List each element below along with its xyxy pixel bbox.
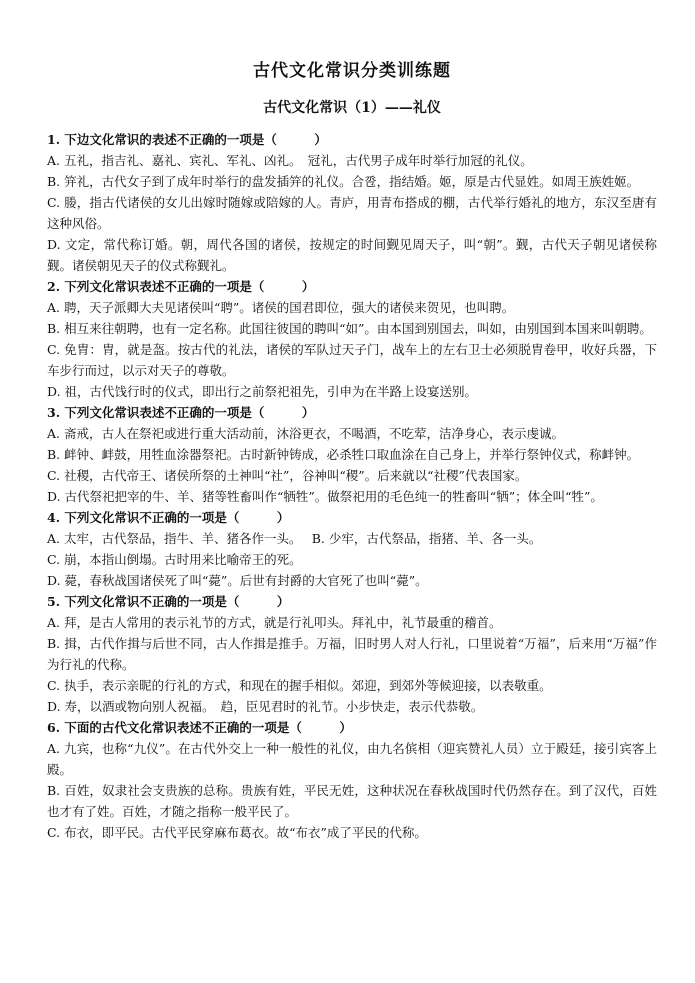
option-a: A. 斋戒，古人在祭祀或进行重大活动前，沐浴更衣，不喝酒，不吃荤，洁净身心，表示虔诚。	[47, 426, 564, 441]
question-3	[47, 402, 657, 507]
option-a: A. 五礼，指吉礼、嘉礼、宾礼、军礼、凶礼。 冠礼，古代男子成年时举行加冠的礼仪。	[47, 153, 533, 168]
option-c: C. 免胄：胄，就是盔。按古代的礼法，诸侯的军队过天子门，战车上的左右卫士必须脱胄卷甲，收好兵器，下车步行而过，以示对天子的尊敬。	[47, 342, 657, 378]
document-title: 古代文化常识分类训练题	[253, 61, 451, 81]
option-b: B. 衅钟、衅鼓，用牲血涂器祭祀。古时新钟铸成，必杀牲口取血涂在自己身上，并举行祭钟仪式，称衅钟。	[47, 447, 640, 462]
option-b: B. 相互来往朝聘，也有一定名称。此国往彼国的聘叫“如”。由本国到别国去，叫如，由别国到本国来叫朝聘。	[47, 321, 652, 336]
option-b: B. 揖，古代作揖与后世不同，古人作揖是推手。万福，旧时男人对人行礼，口里说着“万福”，后来用“万福”作为行礼的代称。	[47, 636, 657, 672]
question-6	[47, 717, 657, 843]
question-4	[47, 507, 657, 591]
option-d: D. 古代祭祀把宰的牛、羊、猪等牲畜叫作“牺牲”。做祭祀用的毛色纯一的牲畜叫“牺”；体全叫“牲”。	[47, 489, 603, 504]
option-b: B. 笄礼，古代女子到了成年时举行的盘发插笄的礼仪。合卺，指结婚。姬，原是古代显姓。如周王族姓姬。	[47, 174, 640, 189]
option-c: C. 崩，本指山倒塌。古时用来比喻帝王的死。	[47, 552, 302, 567]
option-a: A. 九宾，也称“九仪”。在古代外交上一种一般性的礼仪，由九名傧相（迎宾赞礼人员）立于殿廷，接引宾客上殿。	[47, 741, 657, 777]
question-stem: 1. 下边文化常识的表述不正确的一项是（ ）	[47, 132, 327, 147]
question-stem: 2. 下列文化常识表述不正确的一项是（ ）	[47, 279, 315, 294]
option-d: D. 祖，古代饯行时的仪式，即出行之前祭祀祖先，引申为在半路上设宴送别。	[47, 384, 478, 399]
option-a: A. 拜，是古人常用的表示礼节的方式，就是行礼叩头。拜礼中，礼节最重的稽首。	[47, 615, 502, 630]
question-5	[47, 591, 657, 717]
question-stem: 5. 下列文化常识不正确的一项是（ ）	[47, 594, 290, 609]
option-c: C. 媵，指古代诸侯的女儿出嫁时随嫁或陪嫁的人。青庐，用青布搭成的棚，古代举行婚礼的地方，东汉至唐有这种风俗。	[47, 195, 657, 231]
question-stem: 4. 下列文化常识不正确的一项是（ ）	[47, 510, 290, 525]
option-d: D. 文定，常代称订婚。朝，周代各国的诸侯，按规定的时间觐见周天子，叫“朝”。觐，古代天子朝见诸侯称觐。诸侯朝见天子的仪式称觐礼。	[47, 237, 657, 273]
question-stem: 6. 下面的古代文化常识表述不正确的一项是（ ）	[47, 720, 352, 735]
option-a-b: A. 太牢，古代祭品，指牛、羊、猪各作一头。 B. 少牢，古代祭品，指猪、羊、各一头。	[47, 531, 542, 546]
question-2	[47, 276, 657, 402]
option-c: C. 布衣，即平民。古代平民穿麻布葛衣。故“布衣”成了平民的代称。	[47, 825, 427, 840]
document-subtitle: 古代文化常识（1）——礼仪	[263, 100, 441, 116]
option-c: C. 执手，表示亲昵的行礼的方式，和现在的握手相似。郊迎，到郊外等候迎接，以表敬重。	[47, 678, 552, 693]
option-b: B. 百姓，奴隶社会支贵族的总称。贵族有姓，平民无姓，这种状况在春秋战国时代仍然存在。到了汉代，百姓也才有了姓。百姓，才随之指称一般平民了。	[47, 783, 657, 819]
option-a: A. 聘，天子派卿大夫见诸侯叫“聘”。诸侯的国君即位，强大的诸侯来贺见，也叫聘。	[47, 300, 515, 315]
option-d: D. 薨，春秋战国诸侯死了叫“薨”。后世有封爵的大官死了也叫“薨”。	[47, 573, 428, 588]
option-c: C. 社稷，古代帝王、诸侯所祭的土神叫“社”，谷神叫“稷”。后来就以“社稷”代表国家。	[47, 468, 528, 483]
question-stem: 3. 下列文化常识表述不正确的一项是（ ）	[47, 405, 315, 420]
option-d: D. 寿，以酒或物向别人祝福。 趋，臣见君时的礼节。小步快走，表示代恭敬。	[47, 699, 484, 714]
question-1	[47, 129, 657, 276]
